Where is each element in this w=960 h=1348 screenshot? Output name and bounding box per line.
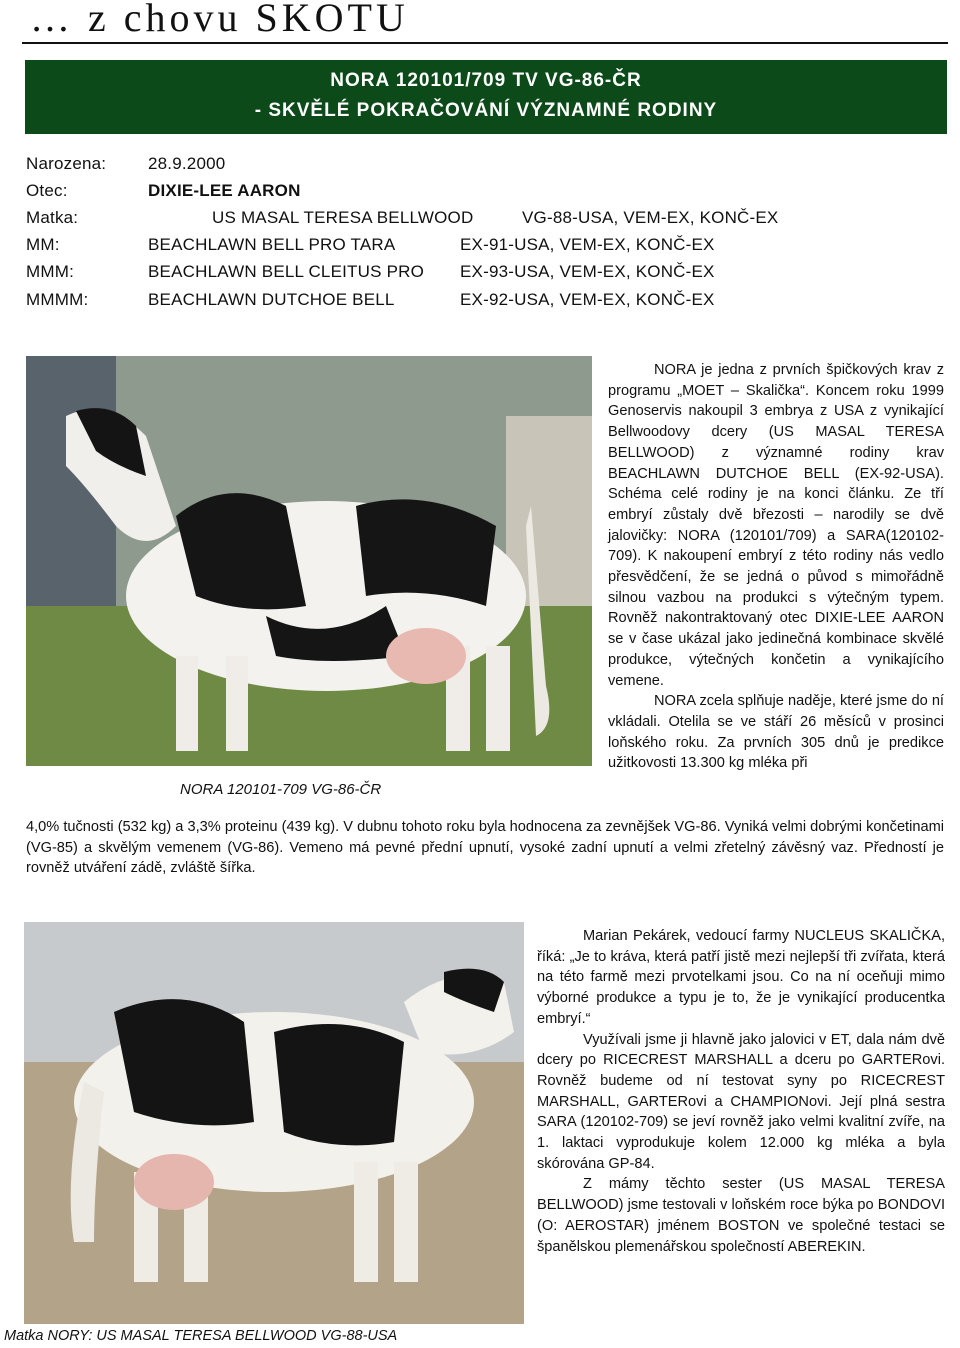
article-lower-column bbox=[537, 926, 945, 1257]
pedigree-row-mmm bbox=[26, 262, 926, 286]
photo1-caption: NORA 120101-709 VG-86-ČR bbox=[180, 781, 382, 798]
mmm-value: BEACHLAWN BELL CLEITUS PRO bbox=[148, 262, 425, 281]
cow-photo-dam bbox=[24, 922, 524, 1324]
title-divider bbox=[22, 42, 948, 44]
page-title: … z chovu SKOTU bbox=[30, 0, 409, 40]
cow-illustration bbox=[26, 356, 592, 766]
dam-label: Matka: bbox=[26, 208, 79, 227]
article-paragraph-5: Z mámy těchto sester (US MASAL TERESA BELLWOOD) jsme testovali v loňském roce býka po BONDOVI (O: AEROSTAR) jménem BOSTON ve společné testaci se španělskou plemenářskou společností ABEREKIN. bbox=[537, 1176, 945, 1255]
pedigree-row-dam bbox=[26, 208, 926, 232]
mm-label: MM: bbox=[26, 235, 60, 254]
mmmm-value: BEACHLAWN DUTCHOE BELL bbox=[148, 290, 395, 309]
mm-value: BEACHLAWN BELL PRO TARA bbox=[148, 235, 396, 254]
pedigree-row-sire bbox=[26, 181, 926, 205]
mmmm-label: MMMM: bbox=[26, 290, 89, 309]
born-label: Narozena: bbox=[26, 154, 107, 173]
sire-label: Otec: bbox=[26, 181, 68, 200]
pedigree-row-born bbox=[26, 154, 926, 178]
born-value: 28.9.2000 bbox=[148, 154, 226, 173]
photo2-caption: Matka NORY: US MASAL TERESA BELLWOOD VG-88-USA bbox=[4, 1328, 398, 1344]
cow-photo-nora bbox=[26, 356, 592, 766]
mm-score: EX-91-USA, VEM-EX, KONČ-EX bbox=[460, 235, 715, 254]
article-paragraph-1: NORA je jedna z prvních špičkových krav z programu „MOET – Skalička“. Koncem roku 1999 Genoservis nakoupil 3 embrya z USA z vynikající Bellwoodovy dcery (US MASAL TERESA BELLWOOD) z významné rodiny krav BEACHLAWN DUTCHOE BELL (EX-92-USA). Schéma celé rodiny je na konci článku. Ze tří embryí zůstaly dvě březosti – narodily se dvě jalovičky: NORA (120101/709) a SARA(120102-709). K nakoupení embryí z této rodiny nás vedlo přesvědčení, že se jedná o původ s mimořádně silnou vazbou na produkci s výtečným typem. Rovněž nakontraktovaný otec DIXIE-LEE AARON se v čase ukázal jako jedinečná kombinace skvělé produkce, výtečných končetin a vynikajícího vemene. bbox=[608, 362, 944, 689]
headline-banner bbox=[25, 60, 947, 134]
article-paragraph-4: Využívali jsme ji hlavně jako jalovici v ET, dala nám dvě dcery po RICECREST MARSHALL a dceru po GARTERovi. Rovněž budeme od ní testovat syny po RICECREST MARSHALL, GARTERovi a CHAMPIONovi. Její plná sestra SARA (120102-709) se jeví rovněž jako velmi kvalitní zvíře, na 1. laktaci vyprodukuje kolem 12.000 kg mléka a byla skórována GP-84. bbox=[537, 1031, 945, 1172]
article-right-column bbox=[608, 360, 944, 774]
pedigree-row-mmmm bbox=[26, 290, 926, 314]
pedigree-row-mm bbox=[26, 235, 926, 259]
mmmm-score: EX-92-USA, VEM-EX, KONČ-EX bbox=[460, 290, 715, 309]
dam-value: US MASAL TERESA BELLWOOD bbox=[212, 208, 474, 227]
headline-line-1: NORA 120101/709 TV VG-86-ČR bbox=[330, 70, 642, 91]
dam-score: VG-88-USA, VEM-EX, KONČ-EX bbox=[522, 208, 779, 227]
dam-cow-illustration bbox=[24, 922, 524, 1324]
article-paragraph-3: Marian Pekárek, vedoucí farmy NUCLEUS SKALIČKA, říká: „Je to kráva, která patří jistě mezi nejlepší tři zvířata, která na této farmě mezi prvotelkami jsou. Co na ní oceňuji mimo výborné produkce a typu je to, že je vynikající producentka embryí.“ bbox=[537, 928, 945, 1027]
mmm-score: EX-93-USA, VEM-EX, KONČ-EX bbox=[460, 262, 715, 281]
article-paragraph-2: NORA zcela splňuje naděje, které jsme do ní vkládali. Otelila se ve stáří 26 měsíců v prosinci loňského roku. Za prvních 305 dnů je predikce užitkovosti 13.300 kg mléka při bbox=[608, 693, 944, 772]
headline-line-2: - SKVĚLÉ POKRAČOVÁNÍ VÝZNAMNÉ RODINY bbox=[254, 100, 718, 121]
article-paragraph-2-continued: 4,0% tučnosti (532 kg) a 3,3% proteinu (439 kg). V dubnu tohoto roku byla hodnocena za zevnějšek VG-86. Vyniká velmi dobrými končetinami (VG-85) a skvělým vemenem (VG-86). Vemeno má pevné přední upnutí, vysoké zadní upnutí a velmi zřetelný závěsný vaz. Předností je rovněž utváření zádě, zvláště šířka. bbox=[26, 819, 944, 877]
mmm-label: MMM: bbox=[26, 262, 75, 281]
sire-value: DIXIE-LEE AARON bbox=[148, 181, 301, 200]
